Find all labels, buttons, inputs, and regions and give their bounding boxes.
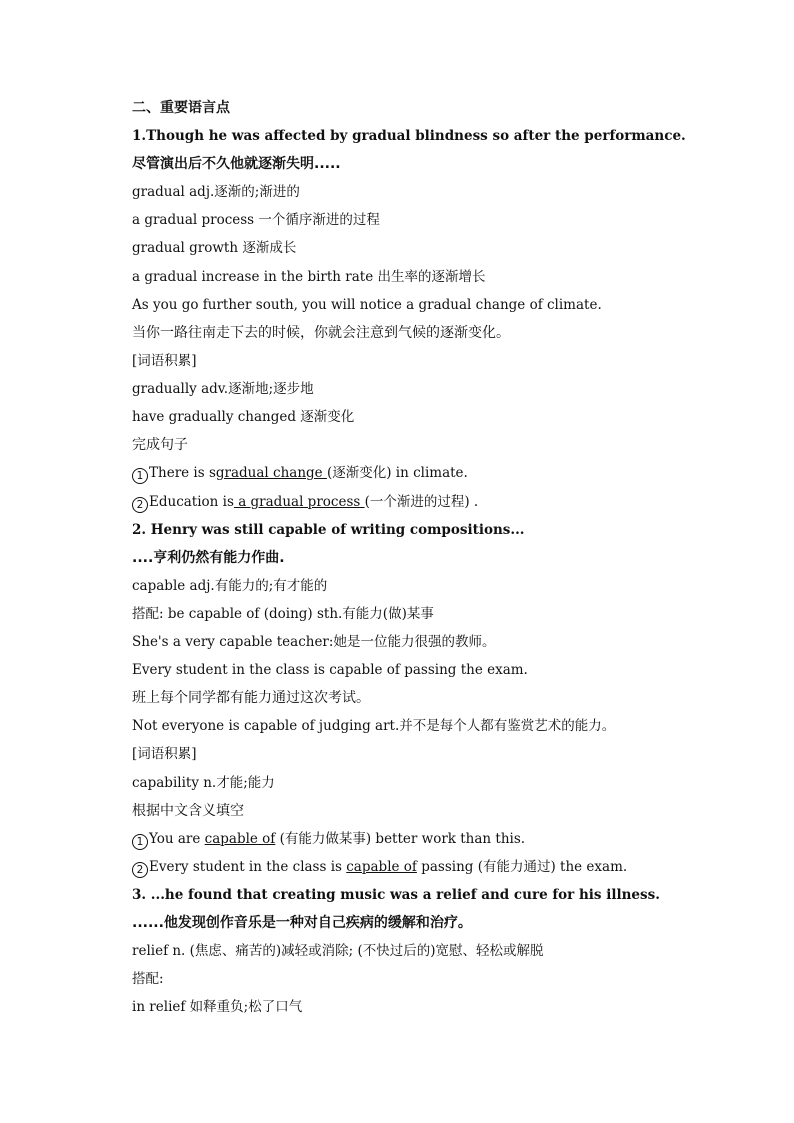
- point-1-heading-zh: 尽管演出后不久他就逐渐失明.....: [132, 156, 341, 172]
- point-3-collocation-1: in relief 如释重负;松了口气: [132, 999, 303, 1015]
- point-2-collocation: 搭配: be capable of (doing) sth.有能力(做)某事: [132, 606, 434, 622]
- point-2-definition: capable adj.有能力的;有才能的: [132, 578, 328, 594]
- point-1-vocab-label: [词语积累]: [132, 353, 197, 369]
- question-text-before: Every student in the class is: [149, 859, 347, 875]
- section-title: 二、重要语言点: [132, 100, 230, 116]
- circled-number: 2: [132, 497, 148, 513]
- point-2-vocab-1: capability n.才能;能力: [132, 775, 275, 791]
- point-2-task-label: 根据中文含义填空: [132, 803, 244, 819]
- question-answer: capable of: [346, 859, 417, 875]
- point-2-heading-en: 2. Henry was still capable of writing compositions...: [132, 522, 525, 538]
- point-1-question-2: [132, 492, 478, 513]
- question-text-before: There is s: [149, 465, 216, 481]
- question-answer: gradual change: [215, 465, 327, 481]
- point-2-heading-zh: ....亨利仍然有能力作曲.: [132, 550, 285, 566]
- circled-number: 2: [132, 862, 148, 878]
- point-1-example-2: gradual growth 逐渐成长: [132, 240, 297, 256]
- point-1-example-1: a gradual process 一个循序渐进的过程: [132, 212, 380, 228]
- point-1-task-label: 完成句子: [132, 437, 188, 453]
- question-text-after: (逐渐变化) in climate.: [326, 465, 468, 481]
- point-3-heading-zh: ......他发现创作音乐是一种对自己疾病的缓解和治疗。: [132, 915, 472, 931]
- question-text-after: (有能力做某事) better work than this.: [275, 831, 526, 847]
- point-3-collocation-label: 搭配:: [132, 971, 164, 987]
- point-1-example-4-zh: 当你一路往南走下去的时候，你就会注意到气候的逐渐变化。: [132, 325, 510, 341]
- point-2-example-2-zh: 班上每个同学都有能力通过这次考试。: [132, 690, 370, 706]
- point-1-vocab-2: have gradually changed 逐渐变化: [132, 409, 355, 425]
- circled-number: 1: [132, 834, 148, 850]
- circled-number: 1: [132, 468, 148, 484]
- point-2-question-2: [132, 857, 627, 878]
- point-1-heading-en: 1.Though he was affected by gradual blindness so after the performance.: [132, 128, 686, 144]
- point-2-example-2-en: Every student in the class is capable of passing the exam.: [132, 662, 528, 678]
- question-answer: a gradual process: [233, 494, 365, 510]
- question-text-after: passing (有能力通过) the exam.: [416, 859, 628, 875]
- question-text-before: You are: [149, 831, 205, 847]
- question-text-after: (一个渐进的过程) .: [364, 494, 479, 510]
- point-1-question-1: [132, 463, 468, 484]
- point-2-vocab-label: [词语积累]: [132, 746, 197, 762]
- point-2-example-1: She's a very capable teacher:她是一位能力很强的教师。: [132, 634, 496, 650]
- point-2-example-3: Not everyone is capable of judging art.并不是每个人都有鉴赏艺术的能力。: [132, 718, 616, 734]
- point-1-example-4-en: As you go further south, you will notice a gradual change of climate.: [132, 297, 602, 313]
- question-answer: capable of: [204, 831, 276, 847]
- point-1-definition: gradual adj.逐渐的;渐进的: [132, 184, 300, 200]
- point-2-question-1: [132, 829, 525, 850]
- question-text-before: Education is: [149, 494, 234, 510]
- point-1-vocab-1: gradually adv.逐渐地;逐步地: [132, 381, 314, 397]
- point-1-example-3: a gradual increase in the birth rate 出生率的逐渐增长: [132, 269, 486, 285]
- point-3-heading-en: 3. ...he found that creating music was a relief and cure for his illness.: [132, 887, 660, 903]
- point-3-definition: relief n. (焦虑、痛苦的)减轻或消除; (不快过后的)宽慰、轻松或解脱: [132, 943, 544, 959]
